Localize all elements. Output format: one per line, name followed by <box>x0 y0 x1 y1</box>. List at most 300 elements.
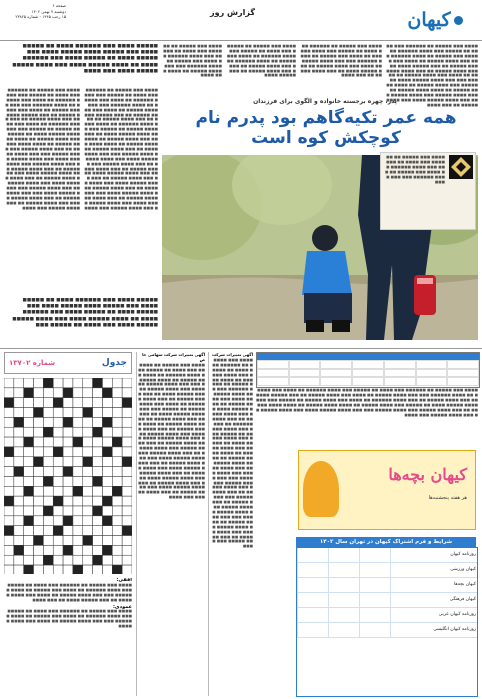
crossword-cell[interactable] <box>24 536 34 546</box>
crossword-cell[interactable] <box>112 536 122 546</box>
crossword-cell[interactable] <box>83 437 93 447</box>
crossword-cell[interactable] <box>112 526 122 536</box>
crossword-cell[interactable] <box>93 565 103 574</box>
crossword-cell[interactable] <box>102 476 112 486</box>
crossword-cell[interactable] <box>53 388 63 398</box>
crossword-cell[interactable] <box>122 555 132 565</box>
masthead <box>0 0 482 41</box>
crossword-cell[interactable] <box>43 486 53 496</box>
crossword-cell[interactable] <box>63 545 73 555</box>
crossword-cell[interactable] <box>14 506 24 516</box>
crossword-cell[interactable] <box>93 437 103 447</box>
crossword-cell[interactable] <box>53 536 63 546</box>
logo-text: کیهان <box>407 9 451 31</box>
subscription-row[interactable] <box>297 563 477 578</box>
crossword-cell[interactable] <box>24 516 34 526</box>
crossword-cell[interactable] <box>4 427 14 437</box>
crossword-cell[interactable] <box>73 565 83 574</box>
notice-title-1: آگهی تغییرات شرکت سهامی خاص <box>142 352 205 362</box>
crossword-cell[interactable] <box>122 388 132 398</box>
crossword-cell[interactable] <box>122 417 132 427</box>
crossword-cell[interactable] <box>14 408 24 418</box>
crossword-cell[interactable] <box>63 388 73 398</box>
crossword-cell[interactable] <box>93 476 103 486</box>
crossword-cell[interactable] <box>93 417 103 427</box>
crossword-cell[interactable] <box>63 565 73 574</box>
crossword-cell[interactable] <box>14 496 24 506</box>
crossword-cell[interactable] <box>93 467 103 477</box>
crossword-cell[interactable] <box>83 476 93 486</box>
pull-quote: ■■■■■ ■■■■ ■■■ ■■■■■■ ■■■■ ■■ ■■■■■ ■■■■ ■■■ ■■■■■ ■■■■ ■■■■■ ■■■■ ■■■ ■■■■■ ■■■■ ■■ ■■■■■ ■■■■ ■■■ ■■■■■■ ■■■■ ■■ ■■■■ ■■■■■ ■■■■ ■■■ ■■■■ ■■■■■ ■■■■■ ■■■■ ■■■ ■■■■ ■■ ■■■■■ ■■■ <box>12 298 158 328</box>
crossword-cell[interactable] <box>102 408 112 418</box>
table-ad-grid <box>257 360 479 386</box>
crossword-cell[interactable] <box>93 398 103 408</box>
crossword-cell[interactable] <box>63 447 73 457</box>
crossword-cell[interactable] <box>112 516 122 526</box>
crossword-cell[interactable] <box>122 565 132 574</box>
crossword-cell[interactable] <box>34 555 44 565</box>
crossword-cell[interactable] <box>83 467 93 477</box>
crossword-cell[interactable] <box>73 427 83 437</box>
crossword-cell[interactable] <box>83 555 93 565</box>
crossword-cell[interactable] <box>14 388 24 398</box>
crossword-cell[interactable] <box>14 476 24 486</box>
crossword-cell[interactable] <box>102 388 112 398</box>
crossword-cell[interactable] <box>83 496 93 506</box>
crossword-cell[interactable] <box>43 378 53 388</box>
kayhan-kids-ad[interactable] <box>298 450 476 530</box>
crossword-cell[interactable] <box>34 486 44 496</box>
crossword-cell[interactable] <box>63 408 73 418</box>
crossword-cell[interactable] <box>4 496 14 506</box>
crossword-cell[interactable] <box>43 398 53 408</box>
crossword-cell[interactable] <box>73 486 83 496</box>
crossword-cell[interactable] <box>83 545 93 555</box>
crossword-cell[interactable] <box>102 565 112 574</box>
crossword-cell[interactable] <box>122 516 132 526</box>
table-ad <box>256 352 480 388</box>
crossword-cell[interactable] <box>63 506 73 516</box>
crossword-cell[interactable] <box>53 555 63 565</box>
crossword-cell[interactable] <box>73 536 83 546</box>
crossword-cell[interactable] <box>24 496 34 506</box>
notice-title-2: آگهی تغییرات شرکت <box>211 352 253 357</box>
crossword-cell[interactable] <box>112 417 122 427</box>
crossword-cell[interactable] <box>4 526 14 536</box>
crossword-cell[interactable] <box>14 467 24 477</box>
crossword-cell[interactable] <box>14 378 24 388</box>
crossword-cell[interactable] <box>122 526 132 536</box>
crossword-cell[interactable] <box>102 437 112 447</box>
crossword-cell[interactable] <box>43 565 53 574</box>
crossword-cell[interactable] <box>43 447 53 457</box>
article-column-6: ■■■■ ■■■ ■■■■■ ■■ ■■■■■■ ■■■ ■■■■ ■■ ■■■■■ ■■■ ■■■■ ■■■■■■ ■■ ■■■■ ■■■ ■■■■■ ■■ ■■■■ ■■■■■■ ■■■ ■■■ ■■■■ ■■■■■ ■■ ■■■■ ■■■ ■■■■ ■■■■■ ■■ ■■■ ■■■■■ ■■■■ ■■ ■■■ ■■■■ ■■■■■ ■■ ■■■ ■■■■ ■■■■■■ ■■ ■■■■ ■■■ ■■■■ ■■■■■ ■■ ■■■■■ ■■■ ■■■ ■■■■ ■■■■■ ■■■■ ■■ ■■■■■ ■■■ ■■■■ ■■■■■ ■■ ■■■■ ■■■■ ■■■■■ ■■ ■■■■ ■■■■ ■■■■■ ■■ ■■■ ■■■■ ■■■■■ ■■■ ■■■■ ■■■■■ ■■■ ■■■ ■■■■ ■■■■■ ■■■■ ■■■ ■■■■ ■■■■■ ■■ ■■■ ■■■■ ■■■■■ ■■■ ■■■■ ■■■■■ ■■ ■■■ ■■■■ ■■■■■ ■■■ ■■■■ ■■■■■ ■■■■ ■■■ ■■■ ■■■■ ■■■■■ ■■ ■■■ ■■■■ ■■■■■ ■■■■ ■■■ ■■■■ ■■■■■ ■■ ■■■ ■■■■ ■■■■■ ■■■ ■■■■ ■■■■■ ■■■■ ■■■ ■■■ ■■■■ ■■■■■ ■■ ■■■ ■■■■ ■■■■■ ■■■■ ■■■ ■■■■ ■■■■■ ■■ ■■■ ■■■■ ■■■■■ ■■■ ■■■■ <box>5 88 80 210</box>
crossword-cell[interactable] <box>83 388 93 398</box>
crossword-cell[interactable] <box>14 457 24 467</box>
crossword-cell[interactable] <box>122 496 132 506</box>
crossword-cell[interactable] <box>73 476 83 486</box>
crossword-cell[interactable] <box>93 486 103 496</box>
subscription-row-cell <box>359 608 390 622</box>
crossword-cell[interactable] <box>122 427 132 437</box>
crossword-cell[interactable] <box>73 378 83 388</box>
crossword-cell[interactable] <box>53 565 63 574</box>
crossword-cell[interactable] <box>83 526 93 536</box>
crossword-cell[interactable] <box>112 427 122 437</box>
subscription-row-label: کیهان بچه‌ها <box>390 578 477 592</box>
crossword-cell[interactable] <box>53 467 63 477</box>
crossword-cell[interactable] <box>24 476 34 486</box>
crossword-cell[interactable] <box>122 378 132 388</box>
crossword-cell[interactable] <box>93 496 103 506</box>
crossword-cell[interactable] <box>43 476 53 486</box>
crossword-cell[interactable] <box>102 427 112 437</box>
crossword-cell[interactable] <box>43 516 53 526</box>
subscription-row-cell <box>328 563 359 577</box>
crossword-cell[interactable] <box>34 427 44 437</box>
crossword-cell[interactable] <box>53 486 63 496</box>
crossword-cell[interactable] <box>102 526 112 536</box>
crossword-cell[interactable] <box>24 427 34 437</box>
crossword-cell[interactable] <box>73 545 83 555</box>
crossword-cell[interactable] <box>43 437 53 447</box>
crossword-cell[interactable] <box>63 476 73 486</box>
crossword-cell[interactable] <box>73 447 83 457</box>
crossword-cell[interactable] <box>83 378 93 388</box>
crossword-cell[interactable] <box>53 496 63 506</box>
crossword-cell[interactable] <box>34 408 44 418</box>
crossword-cell[interactable] <box>24 545 34 555</box>
crossword-cell[interactable] <box>63 555 73 565</box>
crossword-cell[interactable] <box>63 398 73 408</box>
crossword-cell[interactable] <box>53 447 63 457</box>
crossword-cell[interactable] <box>112 545 122 555</box>
crossword-cell[interactable] <box>43 457 53 467</box>
crossword-cell[interactable] <box>63 467 73 477</box>
crossword-cell[interactable] <box>34 476 44 486</box>
crossword-cell[interactable] <box>73 417 83 427</box>
crossword-cell[interactable] <box>14 516 24 526</box>
crossword-cell[interactable] <box>83 565 93 574</box>
crossword-cell[interactable] <box>14 447 24 457</box>
crossword-cell[interactable] <box>73 555 83 565</box>
crossword-cell[interactable] <box>102 378 112 388</box>
crossword-cell[interactable] <box>102 536 112 546</box>
crossword-cell[interactable] <box>4 378 14 388</box>
crossword-cell[interactable] <box>43 545 53 555</box>
crossword-cell[interactable] <box>53 506 63 516</box>
crossword-cell[interactable] <box>112 467 122 477</box>
crossword-cell[interactable] <box>4 476 14 486</box>
crossword-cell[interactable] <box>14 417 24 427</box>
crossword-cell[interactable] <box>73 516 83 526</box>
crossword-cell[interactable] <box>24 447 34 457</box>
crossword-cell[interactable] <box>93 526 103 536</box>
crossword-cell[interactable] <box>102 486 112 496</box>
crossword-cell[interactable] <box>43 417 53 427</box>
crossword-cell[interactable] <box>43 408 53 418</box>
crossword-cell[interactable] <box>24 565 34 574</box>
crossword-cell[interactable] <box>122 457 132 467</box>
crossword-cell[interactable] <box>14 427 24 437</box>
crossword-cell[interactable] <box>83 398 93 408</box>
crossword-cell[interactable] <box>34 457 44 467</box>
subscription-row-cell <box>297 548 328 562</box>
crossword-cell[interactable] <box>24 486 34 496</box>
crossword-cell[interactable] <box>34 545 44 555</box>
crossword-cell[interactable] <box>14 526 24 536</box>
crossword-cell[interactable] <box>93 555 103 565</box>
crossword-cell[interactable] <box>43 506 53 516</box>
kids-ad-title: کیهان بچه‌ها <box>388 465 467 484</box>
crossword-cell[interactable] <box>122 408 132 418</box>
crossword-cell[interactable] <box>63 526 73 536</box>
crossword-cell[interactable] <box>24 526 34 536</box>
subscription-row-cell <box>297 563 328 577</box>
crossword-cell[interactable] <box>112 398 122 408</box>
crossword-cell[interactable] <box>63 516 73 526</box>
crossword-cell[interactable] <box>4 516 14 526</box>
subscription-row-cell <box>359 623 390 637</box>
subscription-rows <box>297 548 477 638</box>
crossword-cell[interactable] <box>102 467 112 477</box>
crossword-cell[interactable] <box>14 565 24 574</box>
crossword-cell[interactable] <box>24 408 34 418</box>
crossword-cell[interactable] <box>63 486 73 496</box>
crossword-cell[interactable] <box>122 506 132 516</box>
newspaper-logo[interactable] <box>392 3 478 37</box>
article-column-3: ■■■■ ■■■ ■■■■■ ■■ ■■■■■■ ■■■ ■■■■ ■■ ■■■■■ ■■■ ■■■■ ■■■■■■ ■■ ■■■■ ■■■ ■■■■■ ■■ ■■■■ ■■■■■■ ■■■ ■■■ ■■■■ ■■■■■ ■■ ■■■■ ■■■ ■■■■ ■■■■■ ■■ ■■■ ■■■■■ ■■■■ <box>226 44 296 78</box>
crossword-cell[interactable] <box>4 398 14 408</box>
crossword-cell[interactable] <box>73 526 83 536</box>
crossword-cell[interactable] <box>112 565 122 574</box>
crossword-cell[interactable] <box>73 437 83 447</box>
crossword-cell[interactable] <box>4 545 14 555</box>
crossword-cell[interactable] <box>53 516 63 526</box>
crossword-cell[interactable] <box>34 536 44 546</box>
crossword-cell[interactable] <box>112 496 122 506</box>
subscription-table[interactable] <box>296 547 478 697</box>
crossword-cell[interactable] <box>122 545 132 555</box>
crossword-cell[interactable] <box>53 408 63 418</box>
crossword-cell[interactable] <box>14 398 24 408</box>
crossword-cell[interactable] <box>4 467 14 477</box>
crossword-cell[interactable] <box>83 457 93 467</box>
crossword-cell[interactable] <box>102 447 112 457</box>
crossword-cell[interactable] <box>93 378 103 388</box>
quote-block: ■■■■■ ■■■■ ■■■ ■■■■■■ ■■■■ ■■ ■■■■■ ■■■■ ■■■ ■■■■■ ■■■■ ■■■■■ ■■■■ ■■■ ■■■■■ ■■■■ ■■ ■■■■■ ■■■■ ■■■ ■■■■■■ ■■■■ ■■ ■■■■ ■■■■■ ■■■■ ■■■ ■■■■ ■■■■■ ■■■■■ ■■■■ ■■■ ■■■■ <box>12 44 158 74</box>
crossword-cell[interactable] <box>112 486 122 496</box>
crossword-cell[interactable] <box>102 398 112 408</box>
crossword-cell[interactable] <box>112 506 122 516</box>
subscription-row[interactable] <box>297 608 477 623</box>
crossword-cell[interactable] <box>63 457 73 467</box>
crossword-cell[interactable] <box>34 447 44 457</box>
crossword-cell[interactable] <box>4 565 14 574</box>
crossword-cell[interactable] <box>93 447 103 457</box>
crossword-cell[interactable] <box>34 417 44 427</box>
crossword-cell[interactable] <box>53 378 63 388</box>
crossword-cell[interactable] <box>122 536 132 546</box>
crossword-cell[interactable] <box>73 496 83 506</box>
notice-column-2: آگهی تغییرات شرکت ■■■■ ■■■ ■■■■■ ■■ ■■■■■■ ■■■ ■■■■ ■■ ■■■■■ ■■■ ■■■■ ■■■■■■ ■■ ■■■■ ■■■ ■■■■■ ■■ ■■■■ ■■■■■■ ■■■ ■■■ ■■■■ ■■■■■ ■■ ■■■■ ■■■ ■■■■ ■■■■■ ■■ ■■■ ■■■■■ ■■■■ ■■ ■■■ ■■■■ ■■■■■ ■■ ■■■ ■■■■ ■■■■■■ ■■ ■■■■ ■■■ ■■■■ ■■■■■ ■■ ■■■■■ ■■■ ■■■ ■■■■ ■■■■■ ■■■■ ■■ ■■■■■ ■■■ ■■■■ ■■■■■ ■■ ■■■■ ■■■■ ■■■■■ ■■ ■■■■ ■■■■ ■■■■■ ■■ ■■■ ■■■■ ■■■■■ ■■■ ■■■■ ■■■■■ ■■■ ■■■ ■■■■ ■■■■■ ■■■■ ■■■ ■■■■ ■■■■■ ■■ ■■■ ■■■■ ■■■■■ ■■■ ■■■■ ■■■■■ ■■ ■■■ ■■■■ ■■■■■ ■■■ ■■■■ ■■■■■ ■■■■ ■■■ ■■■ ■■■■ ■■■■■ ■■ ■■■ ■■■■ ■■■■■ ■■■■ ■■■ ■■■■ ■■■■■ ■■ ■■■ ■■■■ ■■■■■ ■■■ ■■■■ <box>208 352 254 696</box>
crossword-cell[interactable] <box>14 545 24 555</box>
crossword-cell[interactable] <box>93 506 103 516</box>
subscription-row-cell <box>297 608 328 622</box>
crossword-cell[interactable] <box>43 526 53 536</box>
crossword-cell[interactable] <box>4 555 14 565</box>
crossword-cell[interactable] <box>63 496 73 506</box>
crossword-cell[interactable] <box>112 388 122 398</box>
crossword-cell[interactable] <box>4 447 14 457</box>
crossword-cell[interactable] <box>112 378 122 388</box>
crossword-cell[interactable] <box>24 437 34 447</box>
crossword-cell[interactable] <box>24 378 34 388</box>
crossword-cell[interactable] <box>4 506 14 516</box>
crossword-cell[interactable] <box>34 526 44 536</box>
crossword-cell[interactable] <box>102 555 112 565</box>
subscription-row-cell <box>328 593 359 607</box>
crossword-cell[interactable] <box>43 388 53 398</box>
crossword-cell[interactable] <box>34 378 44 388</box>
crossword-cell[interactable] <box>83 516 93 526</box>
crossword-cell[interactable] <box>93 516 103 526</box>
crossword-cell[interactable] <box>24 467 34 477</box>
crossword-cell[interactable] <box>102 457 112 467</box>
kids-ad-subtitle: هر هفته پنجشنبه‌ها <box>428 495 467 501</box>
section-divider <box>0 348 482 349</box>
crossword-cell[interactable] <box>53 417 63 427</box>
crossword-cell[interactable] <box>83 506 93 516</box>
crossword-cell[interactable] <box>53 398 63 408</box>
subscription-row-cell <box>328 608 359 622</box>
crossword-grid-svg[interactable] <box>4 378 132 574</box>
crossword-cell[interactable] <box>53 526 63 536</box>
crossword-cell[interactable] <box>122 476 132 486</box>
subscription-row-cell <box>297 593 328 607</box>
crossword-cell[interactable] <box>102 516 112 526</box>
crossword-cell[interactable] <box>24 555 34 565</box>
crossword-cell[interactable] <box>112 447 122 457</box>
crossword-cell[interactable] <box>93 536 103 546</box>
subscription-row[interactable] <box>297 548 477 563</box>
crossword-cell[interactable] <box>4 457 14 467</box>
crossword-cell[interactable] <box>4 486 14 496</box>
crossword-cell[interactable] <box>73 467 83 477</box>
crossword-cell[interactable] <box>53 545 63 555</box>
crossword-cell[interactable] <box>24 506 34 516</box>
subscription-row-cell <box>297 623 328 637</box>
crossword-cell[interactable] <box>14 536 24 546</box>
crossword-cell[interactable] <box>4 437 14 447</box>
crossword-cell[interactable] <box>34 496 44 506</box>
crossword-cell[interactable] <box>112 476 122 486</box>
crossword-cell[interactable] <box>43 496 53 506</box>
crossword-cell[interactable] <box>73 506 83 516</box>
crossword-grid[interactable] <box>4 378 132 574</box>
crossword-cell[interactable] <box>53 476 63 486</box>
subscription-row[interactable] <box>297 623 477 638</box>
crossword-cell[interactable] <box>122 467 132 477</box>
crossword-cell[interactable] <box>34 388 44 398</box>
crossword-cell[interactable] <box>83 447 93 457</box>
crossword-cell[interactable] <box>14 555 24 565</box>
crossword-cell[interactable] <box>63 437 73 447</box>
crossword-cell[interactable] <box>83 536 93 546</box>
crossword-cell[interactable] <box>24 388 34 398</box>
crossword-cell[interactable] <box>14 486 24 496</box>
notice-column-1: آگهی تغییرات شرکت سهامی خاص ■■■■ ■■■ ■■■■■ ■■ ■■■■■■ ■■■ ■■■■ ■■ ■■■■■ ■■■ ■■■■ ■■■■■■ ■■ ■■■■ ■■■ ■■■■■ ■■ ■■■■ ■■■■■■ ■■■ ■■■ ■■■■ ■■■■■ ■■ ■■■■ ■■■ ■■■■ ■■■■■ ■■ ■■■ ■■■■■ ■■■■ ■■ ■■■ ■■■■ ■■■■■ ■■ ■■■ ■■■■ ■■■■■■ ■■ ■■■■ ■■■ ■■■■ ■■■■■ ■■ ■■■■■ ■■■ ■■■ ■■■■ ■■■■■ ■■■■ ■■ ■■■■■ ■■■ ■■■■ ■■■■■ ■■ ■■■■ ■■■■ ■■■■■ ■■ ■■■■ ■■■■ ■■■■■ ■■ ■■■ ■■■■ ■■■■■ ■■■ ■■■■ ■■■■■ ■■■ ■■■ ■■■■ ■■■■■ ■■■■ ■■■ ■■■■ ■■■■■ ■■ ■■■ ■■■■ ■■■■■ ■■■ ■■■■ ■■■■■ ■■ ■■■ ■■■■ ■■■■■ ■■■ ■■■■ ■■■■■ ■■■■ ■■■ ■■■ ■■■■ ■■■■■ ■■ ■■■ ■■■■ ■■■■■ ■■■■ ■■■ ■■■■ ■■■■■ ■■ ■■■ ■■■■ ■■■■■ ■■■ ■■■■ ■■■■■ ■■■■ ■■■ ■■■ ■■■■ ■■■■■ ■■ ■■■ ■■■■ ■■■■■ ■■■■ ■■■ ■■■■ ■■■■■ ■■ ■■■ ■■■■ ■■■■■ ■■■ ■■■■ <box>136 352 206 696</box>
crossword-cell[interactable] <box>43 536 53 546</box>
section-title: گزارش روز <box>210 8 255 17</box>
crossword-cell[interactable] <box>73 408 83 418</box>
crossword-cell[interactable] <box>83 417 93 427</box>
crossword-cell[interactable] <box>4 536 14 546</box>
crossword-cell[interactable] <box>4 417 14 427</box>
crossword-cell[interactable] <box>63 378 73 388</box>
crossword-cell[interactable] <box>24 398 34 408</box>
crossword-cell[interactable] <box>112 457 122 467</box>
crossword-cell[interactable] <box>93 427 103 437</box>
crossword-cell[interactable] <box>93 388 103 398</box>
crossword-cell[interactable] <box>93 545 103 555</box>
crossword-cell[interactable] <box>102 545 112 555</box>
crossword-cell[interactable] <box>63 417 73 427</box>
crossword-cell[interactable] <box>53 457 63 467</box>
crossword-cell[interactable] <box>83 486 93 496</box>
crossword-cell[interactable] <box>112 555 122 565</box>
crossword-cell[interactable] <box>102 496 112 506</box>
crossword-cell[interactable] <box>43 467 53 477</box>
crossword-cell[interactable] <box>24 457 34 467</box>
crossword-cell[interactable] <box>83 427 93 437</box>
crossword-cell[interactable] <box>14 437 24 447</box>
crossword-cell[interactable] <box>63 536 73 546</box>
crossword-cell[interactable] <box>24 417 34 427</box>
article-column-1: ■■■■ ■■■ ■■■■■ ■■ ■■■■■■ ■■■ ■■■■ ■■ ■■■■■ ■■■ ■■■■ ■■■■■■ ■■ ■■■■ ■■■ ■■■■■ ■■ ■■■■ ■■■■■■ ■■■ ■■■ ■■■■ ■■■■■ ■■ ■■■■ ■■■ ■■■■ ■■■■■ ■■ ■■■ ■■■■■ ■■■■ ■■ ■■■ ■■■■ ■■■■■ ■■ ■■■ ■■■■ ■■■■■■ ■■ ■■■■ ■■■ ■■■■ ■■■■■ ■■ ■■■■■ ■■■ ■■■ ■■■■ ■■■■■ ■■■■ ■■ ■■■■■ ■■■ ■■■■ ■■■■■ ■■ ■■■■ ■■■■ ■■■■■ ■■ ■■■■ ■■■■ ■■■■■ ■■ ■■■ ■■■■ ■■■■■ ■■■ ■■■■ ■■■■■ ■■■ ■■■ ■■■■ ■■■■■ ■■■■ ■■■ ■■■■ ■■■■■ ■■ ■■■ ■■■■ <box>386 44 478 107</box>
crossword-cell[interactable] <box>63 427 73 437</box>
crossword-cell[interactable] <box>73 398 83 408</box>
crossword-cell[interactable] <box>102 506 112 516</box>
crossword-cell[interactable] <box>53 427 63 437</box>
subscription-row[interactable] <box>297 593 477 608</box>
crossword-cell[interactable] <box>34 516 44 526</box>
crossword-cell[interactable] <box>112 437 122 447</box>
crossword-cell[interactable] <box>122 398 132 408</box>
crossword-cell[interactable] <box>34 506 44 516</box>
crossword-cell[interactable] <box>53 437 63 447</box>
crossword-cell[interactable] <box>73 388 83 398</box>
crossword-cell[interactable] <box>4 408 14 418</box>
crossword-cell[interactable] <box>73 457 83 467</box>
crossword-cell[interactable] <box>122 437 132 447</box>
crossword-cell[interactable] <box>122 486 132 496</box>
crossword-cell[interactable] <box>43 555 53 565</box>
crossword-cell[interactable] <box>112 408 122 418</box>
crossword-cell[interactable] <box>102 417 112 427</box>
crossword-cell[interactable] <box>34 398 44 408</box>
crossword-cell[interactable] <box>122 447 132 457</box>
crossword-cell[interactable] <box>83 408 93 418</box>
subscription-row[interactable] <box>297 578 477 593</box>
crossword-cell[interactable] <box>34 437 44 447</box>
crossword-cell[interactable] <box>4 388 14 398</box>
crossword-cell[interactable] <box>43 427 53 437</box>
crossword-cell[interactable] <box>34 467 44 477</box>
crossword-cell[interactable] <box>34 565 44 574</box>
crossword-cell[interactable] <box>93 457 103 467</box>
crossword-cell[interactable] <box>93 408 103 418</box>
